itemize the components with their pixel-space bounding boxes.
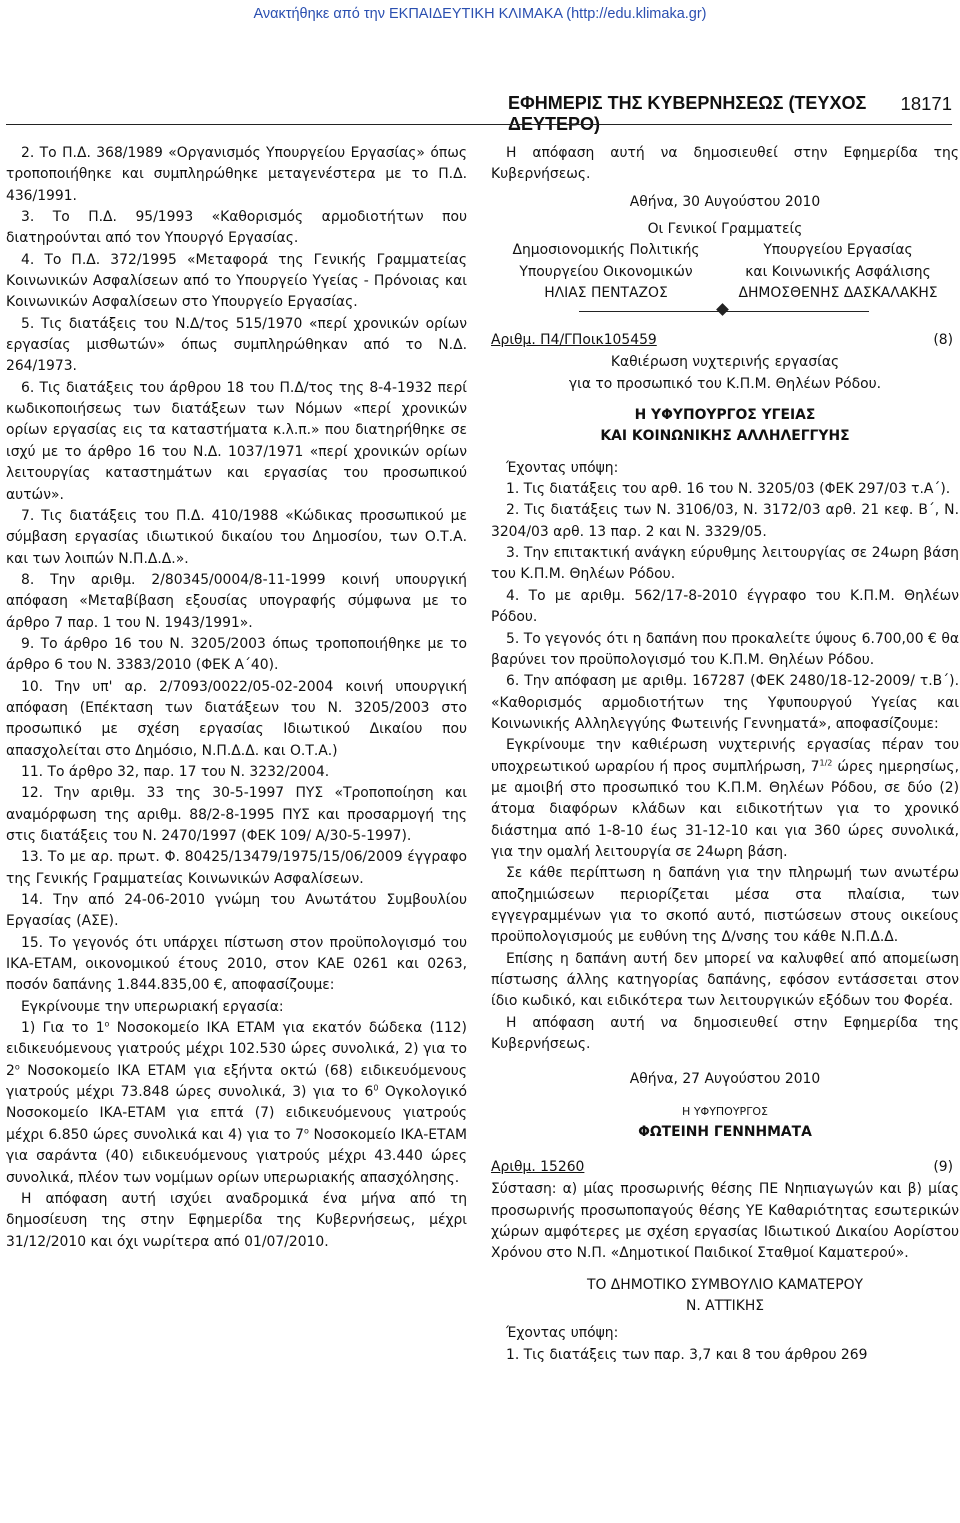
- paragraph: 10. Την υπ' αρ. 2/7093/0022/05-02-2004 κοινή υπουργική απόφαση (Επέκταση των διατάξεων του Ν. 3205/2003 στο προσωπικό με σχέση εργασίας Ιδιωτικού Δικαίου που απασχολείται στο Δημόσιο, Ν.Π.Δ.Δ. και Ο.Τ.Α.): [6, 678, 467, 759]
- decision-index: (8): [933, 332, 953, 349]
- page-number: 18171: [900, 93, 952, 114]
- having-regard: Έχοντας υπόψη:: [506, 459, 619, 476]
- paragraph: 4. Το Π.Δ. 372/1995 «Μεταφορά της Γενικής Γραμματείας Κοινωνικών Ασφαλίσεων από το Υπουργείο Υγείας - Πρόνοιας και Κοινωνικών Ασφαλίσεων στο Υπουργείο Εργασίας.: [6, 251, 467, 311]
- list-item: 5. Το γεγονός ότι η δαπάνη που προκαλείτε ύψους 6.700,00 € θα βαρύνει τον προϋπολογισμό του Κ.Π.Μ. Θηλέων Ρόδου.: [491, 630, 959, 668]
- list-item: 1. Τις διατάξεις των παρ. 3,7 και 8 του άρθρου 269: [506, 1346, 868, 1363]
- decision-title: για το προσωπικό του Κ.Π.Μ. Θηλέων Ρόδου.: [568, 375, 882, 392]
- page-header: [508, 93, 952, 134]
- diamond-icon: [716, 304, 729, 317]
- approval-paragraph: 1) Για το $1^o$ Νοσοκομείο ΙΚΑ ΕΤΑΜ για εκατόν δώδεκα (112) ειδικευόμενους γιατρούς μέχρι 102.530 ώρες συνολικά, 2) για το $2^o$ Νοσοκομείο ΙΚΑ ΕΤΑΜ για εξήντα οκτώ (68) ειδικευόμενους γιατρούς μέχρι 73.848 ώρες συνολικά, 3) για το $6^0$ Ογκολογικό Νοσοκομείο ΙΚΑ-ΕΤΑΜ για επτά (7) ειδικευόμενους γιατρούς μέχρι 6.850 ώρες συνολικά και 4) για το $7^o$ Νοσοκομείο ΙΚΑ-ΕΤΑΜ για σαράντα (40) ειδικευόμενους γιατρούς μέχρι 43.440 ώρες συνολικά, πλέον των νομίμων ορίων υπερωριακής απασχόλησης.: [6, 1019, 467, 1186]
- left-column: [6, 143, 467, 1253]
- paragraph: 9. Το άρθρο 16 του Ν. 3205/2003 όπως τροποποιήθηκε με το άρθρο 6 του Ν. 3383/2010 (ΦΕΚ Α΄40).: [6, 635, 467, 674]
- signer-title: Η ΥΦΥΠΟΥΡΓΟΣ: [682, 1104, 768, 1118]
- decision-subject: Σύσταση: α) μίας προσωρινής θέσης ΠΕ Νηπιαγωγών και β) μίας προσωρινής προσωποπαγούς θέσης ΥΕ Καθαριότητας εσωτερικών χώρων αμφότερες με σχέση εργασίας Ιδιωτικού Δικαίου Αορίστου Χρόνου στο Ν.Π. «Δημοτικοί Παιδικοί Σταθμοί Καματερού».: [491, 1181, 959, 1262]
- list-item: 3. Την επιτακτική ανάγκη εύρυθμης λειτουργίας σε 24ωρη βάση του Κ.Π.Μ. Θηλέων Ρόδου.: [491, 545, 959, 583]
- paragraph: 8. Την αριθμ. 2/80345/0004/8-11-1999 κοινή υπουργική απόφαση «Μεταβίβαση εξουσίας υπογραφής σύμφωνα με το άρθρο 7 παρ. 1 του Ν. 1943/1991».: [6, 571, 467, 631]
- paragraph: 7. Τις διατάξεις του Π.Δ. 410/1988 «Κώδικας προσωπικού με σύμβαση εργασίας ιδιωτικού δικαίου του Δημοσίου, των Ο.Τ.Α. και των λοιπών Ν.Π.Δ.Δ.».: [6, 507, 467, 567]
- ministry-heading: Η ΥΦΥΠΟΥΡΓΟΣ ΥΓΕΙΑΣ: [634, 407, 816, 424]
- paragraph: 15. Το γεγονός ότι υπάρχει πίστωση στον προϋπολογισμό του ΙΚΑ-ΕΤΑΜ, οικονομικού έτους 2010, στον ΚΑΕ 0261 και 0263, ποσόν δαπάνης 1.844.835,00 €, αποφασίζουμε:: [6, 934, 467, 994]
- signer-name: ΦΩΤΕΙΝΗ ΓΕΝΝΗΜΑΤΑ: [638, 1124, 812, 1141]
- paragraph: Εγκρίνουμε την υπερωριακή εργασία:: [21, 998, 284, 1015]
- signature-block: [491, 240, 959, 304]
- signers-heading: Οι Γενικοί Γραμματείς: [647, 221, 803, 238]
- decision-ref: Αριθμ. 15260: [491, 1159, 585, 1176]
- having-regard: Έχοντας υπόψη:: [506, 1325, 619, 1342]
- paragraph: 2. Το Π.Δ. 368/1989 «Οργανισμός Υπουργείου Εργασίας» όπως τροποποιήθηκε και συμπληρώθηκε μεταγενέστερα με το Π.Δ. 436/1991.: [6, 145, 467, 204]
- source-banner: Ανακτήθηκε από την ΕΚΠΑΙΔΕΥΤΙΚΗ ΚΛΙΜΑΚΑ (http://edu.klimaka.gr): [253, 6, 707, 22]
- ministry-heading: ΚΑΙ ΚΟΙΝΩΝΙΚΗΣ ΑΛΛΗΛΕΓΓΥΗΣ: [600, 428, 850, 445]
- paragraph: 12. Την αριθμ. 33 της 30-5-1997 ΠΥΣ «Τροποποίηση και αναμόρφωση της αριθμ. 88/2-8-1995 ΠΥΣ και προσαρμογή της στις διατάξεις του Ν. 2470/1997 (ΦΕΚ 109/ Α/30-5-1997).: [6, 785, 467, 844]
- paragraph: Επίσης η δαπάνη αυτή δεν μπορεί να καλυφθεί από απομείωση πίστωσης άλλης κατηγορίας δαπάνης, εφόσον εντάσσεται στον ίδιο κωδικό, και ειδικότερα των λειτουργικών εξόδων του Φορέα.: [491, 950, 959, 1010]
- decision-title: Καθιέρωση νυχτερινής εργασίας: [610, 354, 840, 371]
- paragraph: 13. Το με αρ. πρωτ. Φ. 80425/13479/1975/15/06/2009 έγγραφο της Γενικής Γραμματείας Κοινωνικών Ασφαλίσεων.: [6, 849, 467, 887]
- publish-note: Η απόφαση αυτή να δημοσιευθεί στην Εφημερίδα της Κυβερνήσεως.: [491, 145, 959, 183]
- decision-index: (9): [933, 1159, 953, 1176]
- gazette-title: ΕΦΗΜΕΡΙΣ ΤΗΣ ΚΥΒΕΡΝΗΣΕΩΣ (ΤΕΥΧΟΣ ΔΕΥΤΕΡΟ): [508, 93, 867, 134]
- list-item: 6. Την απόφαση με αριθμ. 167287 (ΦΕΚ 2480/18-12-2009/ τ.Β΄). «Καθορισμός αρμοδιοτήτων της Υφυπουργού Υγείας και Κοινωνικής Αλληλεγγύης Φωτεινής Γεννηματά», αποφασίζουμε:: [491, 673, 959, 732]
- paragraph: 3. Το Π.Δ. 95/1993 «Καθορισμός αρμοδιοτήτων που διατηρούνται από τον Υπουργό Εργασίας.: [6, 209, 467, 247]
- signer-right: Υπουργείου Εργασίας και Κοινωνικής Ασφάλισης ΔΗΜΟΣΘΕΝΗΣ ΔΑΣΚΑΛΑΚΗΣ: [738, 242, 938, 302]
- paragraph: 14. Την από 24-06-2010 γνώμη του Ανωτάτου Συμβουλίου Εργασίας (ΑΣΕ).: [6, 892, 467, 930]
- list-item: 1. Τις διατάξεις του αρθ. 16 του Ν. 3205/03 (ΦΕΚ 297/03 τ.Α΄).: [506, 481, 951, 498]
- decision-number-line: [491, 330, 959, 352]
- approval-paragraph: Εγκρίνουμε την καθιέρωση νυχτερινής εργασίας πέραν του υποχρεωτικού ωραρίου ή προς συμπλήρωση, $7^{1/2}$ ώρες ημερησίως, με αμοιβή στο προσωπικό του Κ.Π.Μ. Θηλέων Ρόδου, σε δύο (2) άτομα διαφόρων κλάδων και ειδικοτήτων για το χρονικό διάστημα από 1-8-10 έως 31-12-10 και για 360 ώρες συνολικά, για την ομαλή λειτουργία σε 24ωρη βάση.: [491, 737, 959, 860]
- right-column: [491, 143, 959, 1366]
- list-item: 2. Τις διατάξεις των Ν. 3106/03, Ν. 3172/03 αρθ. 21 κεφ. Β΄, Ν. 3204/03 αρθ. 13 παρ. 2 και Ν. 3329/05.: [491, 502, 959, 540]
- header-rule: [6, 124, 952, 125]
- council-heading: Ν. ΑΤΤΙΚΗΣ: [685, 1298, 765, 1315]
- closing-paragraph: Η απόφαση αυτή ισχύει αναδρομικά ένα μήνα από τη δημοσίευση της στην Εφημερίδα της Κυβερνήσεως, μέχρι 31/12/2010 και όχι νωρίτερα από 01/07/2010.: [6, 1190, 467, 1250]
- council-heading: ΤΟ ΔΗΜΟΤΙΚΟ ΣΥΜΒΟΥΛΙΟ ΚΑΜΑΤΕΡΟΥ: [586, 1276, 864, 1293]
- list-item: 4. Το με αριθμ. 562/17-8-2010 έγγραφο του Κ.Π.Μ. Θηλέων Ρόδου.: [491, 587, 959, 626]
- paragraph: Σε κάθε περίπτωση η δαπάνη για την πληρωμή των ανωτέρω αποζημιώσεων περιορίζεται μέσα στα πλαίσια, των εγγεγραμμένων για το σκοπό αυτό, πιστώσεων στους οικείους προϋπολογισμούς με ευθύνη της Δ/νσης του κάθε Ν.Π.Δ.Δ.: [491, 865, 959, 946]
- paragraph: 6. Τις διατάξεις του άρθρου 18 του Π.Δ/τος της 8-4-1932 περί κωδικοποιήσεως των διατάξεων των Νόμων «περί χρονικών ορίων εργασίας εις τα καταστήματα κ.λ.π.» που διατηρήθηκε σε ισχύ με το άρθρο 16 του Ν.Δ. 1037/1971 «περί χρονικών ορίων λειτουργίας καταστημάτων και εργασίας του προσωπικού αυτών».: [6, 379, 467, 503]
- paragraph: 5. Τις διατάξεις του Ν.Δ/τος 515/1970 «περί χρονικών ορίων εργασίας μισθωτών» όπως συμπληρώθηκαν από το Ν.Δ. 264/1973.: [6, 315, 467, 375]
- date-line: Αθήνα, 30 Αυγούστου 2010: [629, 193, 821, 210]
- decision-ref: Αριθμ. Π4/ΓΠοικ105459: [491, 332, 657, 349]
- date-line: Αθήνα, 27 Αυγούστου 2010: [629, 1071, 821, 1088]
- decision-number-line: [491, 1157, 959, 1179]
- section-divider: [491, 304, 959, 320]
- publish-note: Η απόφαση αυτή να δημοσιευθεί στην Εφημερίδα της Κυβερνήσεως.: [491, 1014, 959, 1053]
- paragraph: 11. Το άρθρο 32, παρ. 17 του Ν. 3232/2004.: [21, 763, 330, 780]
- signer-left: Δημοσιονομικής Πολιτικής Υπουργείου Οικονομικών ΗΛΙΑΣ ΠΕΝΤΑΖΟΣ: [512, 242, 700, 302]
